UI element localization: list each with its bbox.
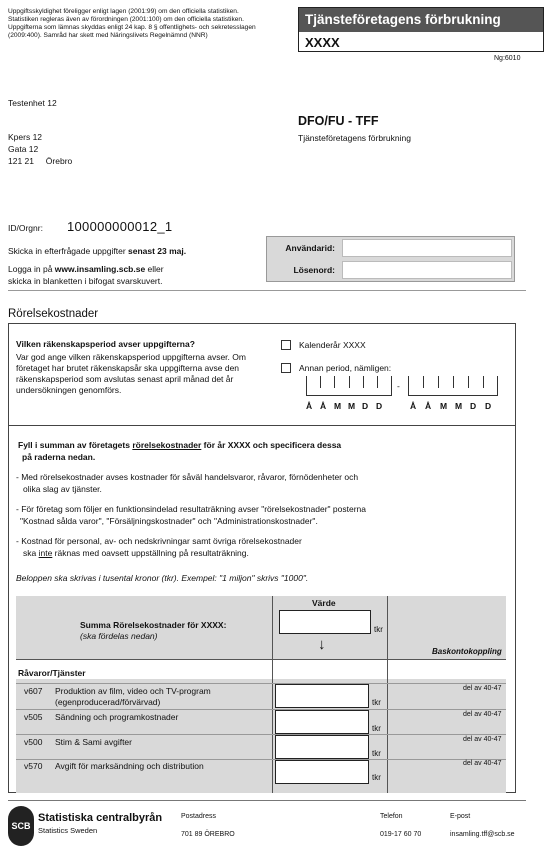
instructions-intro: Fyll i summan av företagets rörelsekostnader för år XXXX och specificera dessa (18, 440, 342, 450)
sum-tkr-unit: tkr (374, 625, 383, 634)
row-label-v607: Produktion av film, video och TV-program (55, 686, 211, 696)
section-divider (8, 425, 516, 426)
period-explanation: Var god ange vilken räkenskapsperiod uppgifterna avser. Om företaget har brutet räkenskapsår ska uppgifterna avse den räkenskapsperiod som avslutas senast april månad det år undersökningen genomförs. (16, 352, 246, 395)
tkr-unit: tkr (372, 698, 381, 707)
form-title: Tjänsteföretagens förbrukning (299, 8, 543, 32)
deadline-date: senast 23 maj. (128, 246, 187, 256)
calendar-year-checkbox[interactable] (281, 340, 291, 350)
postal-address: 701 89 ÖREBRO (181, 831, 235, 838)
login-post: eller (145, 264, 164, 274)
other-period-checkbox[interactable] (281, 363, 291, 373)
address-line-1: Kpers 12 (8, 132, 43, 142)
form-code: DFO/FU - TFF (298, 114, 379, 128)
tkr-unit: tkr (372, 749, 381, 758)
end-date-letters: Å Å M M D D (410, 401, 492, 411)
tkr-unit: tkr (372, 773, 381, 782)
login-instructions (8, 263, 164, 287)
tkr-unit: tkr (372, 724, 381, 733)
instructions-intro-line2: på raderna nedan. (22, 452, 96, 462)
bullet-2-line-1: - För företag som följer en funktionsindelad resultaträkning avser "rörelsekostnader" posterna (16, 504, 366, 514)
bullet-1-line-1: - Med rörelsekostnader avses kostnader för såväl handelsvaror, råvaror, förnödenheter och (16, 472, 359, 482)
org-subname: Statistics Sweden (38, 826, 98, 835)
value-input-v607[interactable] (275, 684, 369, 708)
login-pre: Logga in på (8, 264, 55, 274)
sum-sublabel: (ska fördelas nedan) (80, 631, 158, 641)
row-label2-v607: (egenproducerad/förvärvad) (55, 697, 161, 707)
address-line-2: Gata 12 (8, 144, 39, 154)
postal-label: Postadress (181, 813, 217, 820)
form-name: Tjänsteföretagens förbrukning (298, 133, 411, 143)
value-header: Värde (312, 598, 336, 608)
row-code-v500: v500 (24, 737, 43, 747)
footer-divider (8, 800, 526, 801)
phone-number: 019-17 60 70 (380, 831, 422, 838)
row-code-v570: v570 (24, 761, 43, 771)
konto-v570: del av 40-47 (463, 760, 502, 767)
row-label-v570: Avgift för marksändning och distribution (55, 761, 204, 771)
password-field[interactable] (342, 261, 512, 279)
calendar-year-label: Kalenderår XXXX (299, 340, 366, 350)
value-input-v570[interactable] (275, 760, 369, 784)
login-url[interactable]: www.insamling.scb.se (54, 264, 146, 274)
row-label-v505: Sändning och programkostnader (55, 712, 179, 722)
ng-code: Ng:6010 (494, 55, 521, 62)
sum-value-input[interactable] (279, 610, 371, 634)
test-unit: Testenhet 12 (8, 98, 57, 108)
org-name: Statistiska centralbyrån (38, 812, 163, 824)
down-arrow-icon: ↓ (318, 636, 326, 653)
row-label-v500: Stim & Sami avgifter (55, 737, 132, 747)
section-title: Rörelsekostnader (8, 308, 99, 320)
form-title-box (298, 7, 544, 52)
id-value: 100000000012_1 (67, 219, 173, 234)
user-id-field[interactable] (342, 239, 512, 257)
legal-notice: Uppgiftsskyldighet föreligger enligt lagen (2001:99) om den officiella statistiken. Statistiken regleras även av förordningen (2001:100) om den officiella statistiken. Uppgifterna som lämnas skyddas enligt 24 kap. 8 § offentlighets- och sekretesslagen (2009:400). Samråd har skett med Näringslivets Regelnämnd (NNR) (8, 8, 256, 39)
bullet-1-line-2: olika slag av tjänster. (23, 484, 102, 494)
other-period-label: Annan period, nämligen: (299, 363, 392, 373)
konto-v500: del av 40-47 (463, 736, 502, 743)
login-line-2: skicka in blanketten i bifogat svarskuvert. (8, 276, 163, 286)
password-label: Lösenord: (293, 265, 335, 275)
date-dash: - (397, 381, 400, 391)
value-input-v505[interactable] (275, 710, 369, 734)
bullet-3-line-1: - Kostnad för personal, av- och nedskrivningar samt övriga rörelsekostnader (16, 536, 302, 546)
row-code-v505: v505 (24, 712, 43, 722)
group-label-ravaror: Råvaror/Tjänster (18, 668, 86, 678)
deadline-text (8, 246, 186, 256)
row-code-v607: v607 (24, 686, 43, 696)
email-label: E-post (450, 813, 471, 820)
email-address[interactable]: insamling.tff@scb.se (450, 831, 515, 838)
period-question: Vilken räkenskapsperiod avser uppgifterna? (16, 339, 195, 349)
phone-label: Telefon (380, 813, 403, 820)
value-input-v500[interactable] (275, 735, 369, 759)
amounts-note: Beloppen ska skrivas i tusental kronor (tkr). Exempel: "1 miljon" skrivs "1000". (16, 573, 309, 583)
divider-line (8, 290, 526, 291)
konto-v505: del av 40-47 (463, 711, 502, 718)
address-line-3: 121 21 Örebro (8, 156, 73, 166)
form-year-code: XXXX (305, 35, 340, 50)
user-id-label: Användarid: (285, 243, 335, 253)
scb-logo-icon: SCB (8, 806, 34, 846)
bullet-2-line-2: "Kostnad sålda varor", "Försäljningskostnader" och "Administrationskostnader". (20, 516, 318, 526)
sum-label: Summa Rörelsekostnader för XXXX: (80, 620, 227, 630)
credentials-box (266, 236, 515, 282)
bullet-3-line-2: ska inte räknas med oavsett uppställning på resultaträkning. (23, 548, 249, 558)
baskonto-header: Baskontokoppling (432, 647, 502, 656)
start-date-letters: Å Å M M D D (306, 401, 383, 411)
id-label: ID/Orgnr: (8, 223, 43, 233)
deadline-prefix: Skicka in efterfrågade uppgifter (8, 246, 129, 256)
konto-v607: del av 40-47 (463, 685, 502, 692)
